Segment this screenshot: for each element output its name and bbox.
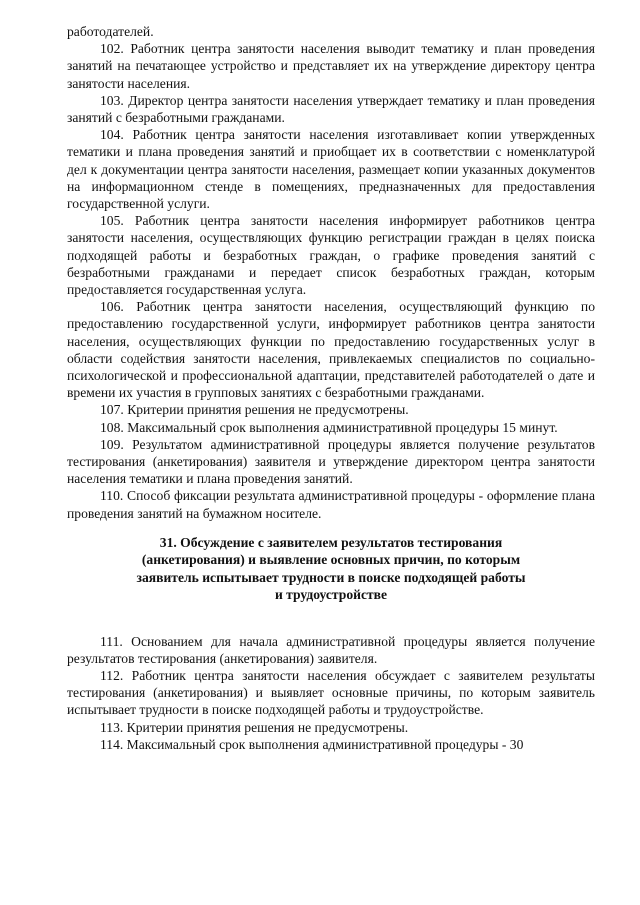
paragraph-112: 112. Работник центра занятости населения обсуждает с заявителем результаты тестирования (анкетирования) и выявляет основные причины, по которым заявитель испытывает трудности в поиске подходящей работы и трудоустройстве. [67,667,595,718]
paragraph-111: 111. Основанием для начала административной процедуры является получение результатов тестирования (анкетирования) заявителя. [67,633,595,666]
section-heading-line: и трудоустройстве [274,587,388,603]
continuation-fragment: работодателей. [67,24,154,39]
paragraph-108: 108. Максимальный срок выполнения административной процедуры 15 минут. [100,419,558,435]
section-spacer [67,616,595,633]
paragraph-110: 110. Способ фиксации результата административной процедуры - оформление плана проведения занятий на бумажном носителе. [67,488,595,521]
paragraph-103: 103. Директор центра занятости населения утверждает тематику и план проведения занятий с безработными гражданами. [67,92,595,126]
paragraph-104: 104. Работник центра занятости населения изготавливает копии утвержденных тематики и плана проведения занятий и приобщает их в соответствии с номенклатурой дел к документации центра занятости населения, размещает копии указанных документов на информационном стенде в помещениях, предназначенных для предоставления государственной услуги. [67,127,595,212]
section-heading [67,534,595,604]
paragraph-106: 106. Работник центра занятости населения, осуществляющий функцию по предоставлению государственной услуги, информирует работников центра занятости населения, осуществляющих функции по предоставлению государственных услуг в области содействия занятости населения, привлекаемых специалистов по социально-психологической и профессиональной адаптации, представителей работодателей о дате и времени их участия в групповых занятиях с безработными гражданами. [67,299,595,401]
section-heading-line: заявитель испытывает трудности в поиске подходящей работы [136,569,526,585]
paragraph-114: 114. Максимальный срок выполнения административной процедуры - 30 [100,736,524,752]
paragraph-109: 109. Результатом административной процедуры является получение результатов тестирования (анкетирования) заявителя и утверждение директором центра занятости населения тематики и плана проведения занятий. [67,436,595,487]
paragraph-105: 105. Работник центра занятости населения информирует работников центра занятости населения, осуществляющих функцию регистрации граждан в целях поиска подходящей работы и безработных граждан, о графике проведения занятий с безработными гражданами и передает список безработных граждан, которым предоставляется государственная услуга. [67,213,595,298]
paragraph-102: 102. Работник центра занятости населения выводит тематику и план проведения занятий на печатающее устройство и представляет их на утверждение директору центра занятости населения. [67,41,595,91]
section-heading-line: (анкетирования) и выявление основных причин, по которым [141,552,521,568]
section-heading-line: 31. Обсуждение с заявителем результатов тестирования [159,534,503,550]
paragraph-113: 113. Критерии принятия решения не предусмотрены. [100,719,409,735]
paragraph-107: 107. Критерии принятия решения не предусмотрены. [100,402,409,418]
